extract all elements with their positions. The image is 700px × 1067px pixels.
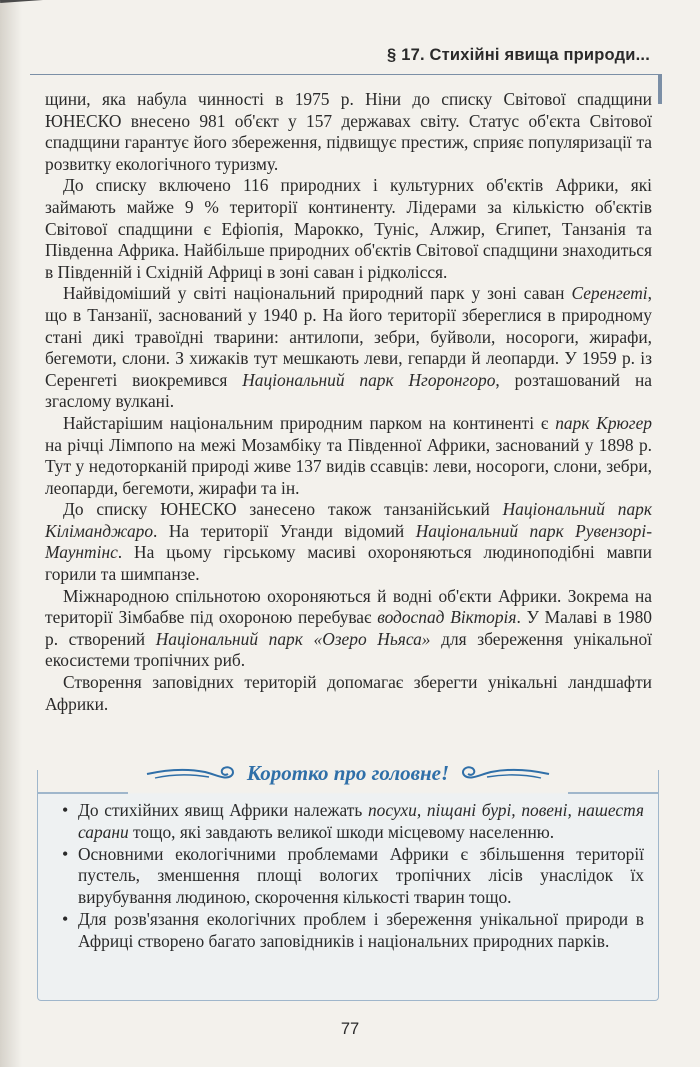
- paragraph-2: До списку включено 116 природних і культурних об'єктів Африки, які займають майже 9 % території континенту. Лідерами за кількістю об'єктів Світової спадщини є Ефіопія, Марокко, Туніс, Алжир, Єгипет, Танзанія та Південна Африка. Найбільше природних об'єктів Світової спадщини знаходиться в Південній і Східній Африці в зоні саван і рідколісся.: [45, 175, 652, 282]
- header-title: § 17. Стихійні явища природи...: [387, 46, 650, 64]
- summary-heading-text: Коротко про головне!: [246, 760, 450, 785]
- summary-frame-line-right: [568, 792, 658, 794]
- header-tab: [658, 74, 662, 104]
- summary-list: [62, 800, 644, 953]
- left-swirl-ornament-icon: [145, 760, 237, 786]
- corner-mark: [0, 0, 61, 17]
- page-edge-shadow: [0, 0, 22, 1067]
- summary-item: • Основними екологічними проблемами Африки є збільшення території пустель, зменшення площі вологих тропічних лісів унаслідок їх вирубування людиною, скорочення кількості тварин тощо.: [62, 844, 644, 909]
- page-number: 77: [340, 1020, 360, 1038]
- summary-item: • До стихійних явищ Африки належать посухи, піщані бурі, повені, нашестя сарани тощо, які завдають великої шкоди місцевому населенню.: [62, 800, 644, 844]
- paragraph-3: Найвідоміший у світі національний природний парк у зоні саван Серенгеті, що в Танзанії, заснований у 1940 р. На його території збереглися в природному стані дикі травоїдні тварини: антилопи, зебри, буйволи, носороги, жирафи, бегемоти, слони. З хижаків тут мешкають леви, гепарди й леопарди. У 1959 р. із Серенгеті виокремився Національний парк Нгоронгоро, розташований на згаслому вулкані.: [45, 283, 652, 412]
- paragraph-7: Створення заповідних територій допомагає зберегти унікальні ландшафти Африки.: [45, 672, 652, 714]
- paragraph-1: щини, яка набула чинності в 1975 р. Ніни до списку Світової спадщини ЮНЕСКО внесено 981 об'єкт у 157 державах світу. Статус об'єкта Світової спадщини гарантує його збереження, підвищує престиж, сприяє популяризації та розвитку екологічного туризму.: [45, 89, 652, 174]
- summary-heading: [38, 760, 658, 786]
- summary-item: • Для розв'язання екологічних проблем і збереження унікальної природи в Африці створено багато заповідників і національних природних парків.: [62, 909, 644, 953]
- summary-box: [37, 760, 659, 1001]
- body-text: [45, 89, 652, 715]
- paragraph-6: Міжнародною спільнотою охороняються й водні об'єкти Африки. Зокрема на території Зімбабве під охороною перебуває водоспад Вікторія. У Малаві в 1980 р. створений Національний парк «Озеро Ньяса» для збереження унікальної екосистеми тропічних риб.: [45, 585, 652, 671]
- right-swirl-ornament-icon: [459, 760, 551, 786]
- paragraph-4: Найстарішим національним природним парком на континенті є парк Крюгер на річці Лімпопо на межі Мозамбіку та Південної Африки, заснований у 1898 р. Тут у недоторканій природі живе 137 видів ссавців: леви, носороги, слони, зебри, леопарди, бегемоти, жирафи та ін.: [45, 412, 652, 498]
- paragraph-5: До списку ЮНЕСКО занесено також танзанійський Національний парк Кіліманджаро. На території Уганди відомий Національний парк Рувензорі-Маунтінс. На цьому гірському масиві охороняються людиноподібні мавпи горили та шимпанзе.: [45, 499, 652, 585]
- summary-frame-line-left: [38, 792, 128, 794]
- running-header: [30, 40, 662, 75]
